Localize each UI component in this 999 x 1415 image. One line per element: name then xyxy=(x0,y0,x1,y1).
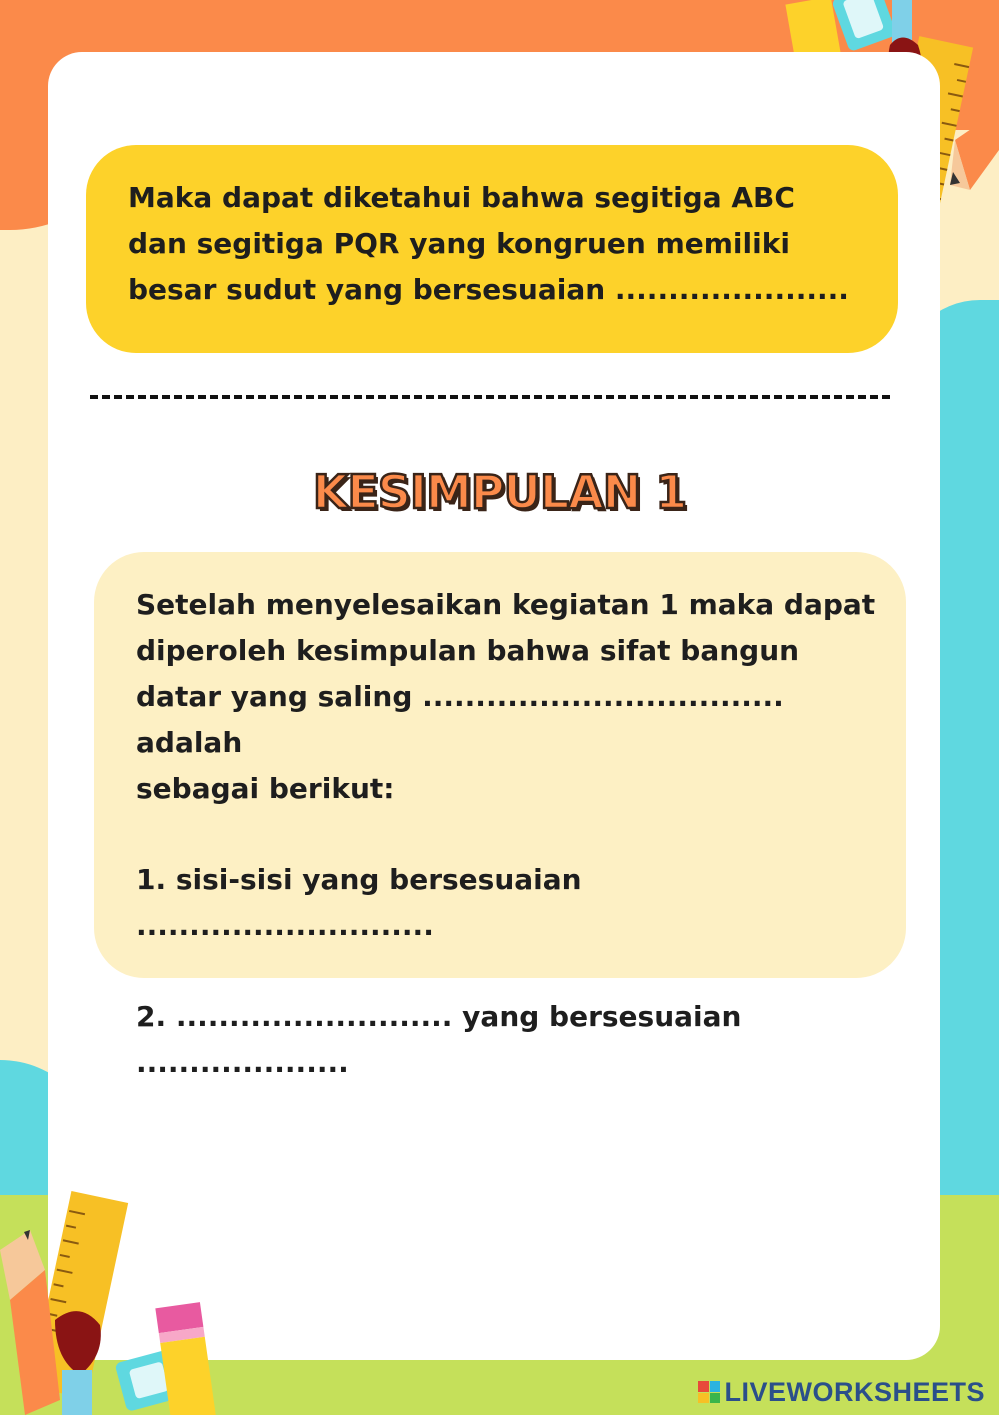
eraser-icon xyxy=(831,0,897,52)
conclusion-item-1: 1. sisi-sisi yang bersesuaian ............................ xyxy=(136,863,582,942)
conclusion-line-3: datar yang saling .................................. adalah xyxy=(136,680,784,759)
pencil-icon xyxy=(950,110,999,190)
section-heading: KESIMPULAN 1 xyxy=(312,465,687,519)
question-line-1: Maka dapat diketahui bahwa segitiga ABC xyxy=(128,181,795,214)
conclusion-line-4: sebagai berikut: xyxy=(136,772,395,805)
conclusion-box xyxy=(94,552,906,1079)
liveworksheets-logo-icon xyxy=(698,1381,720,1403)
liveworksheets-brand xyxy=(698,1374,985,1410)
question-line-3: besar sudut yang bersesuaian ...................... xyxy=(128,273,849,306)
question-line-2: dan segitiga PQR yang kongruen memiliki xyxy=(128,227,790,260)
conclusion-line-1: Setelah menyelesaikan kegiatan 1 maka dapat xyxy=(136,588,876,621)
conclusion-item-2: 2. .......................... yang bersesuaian .................... xyxy=(136,1000,742,1079)
question-box xyxy=(86,145,898,353)
dashed-divider xyxy=(90,395,890,399)
pencil-icon xyxy=(0,1230,60,1415)
liveworksheets-wordmark: LIVEWORKSHEETS xyxy=(724,1376,985,1407)
stationery-decoration-bottom-left xyxy=(0,1190,230,1415)
conclusion-line-2: diperoleh kesimpulan bahwa sifat bangun xyxy=(136,634,800,667)
